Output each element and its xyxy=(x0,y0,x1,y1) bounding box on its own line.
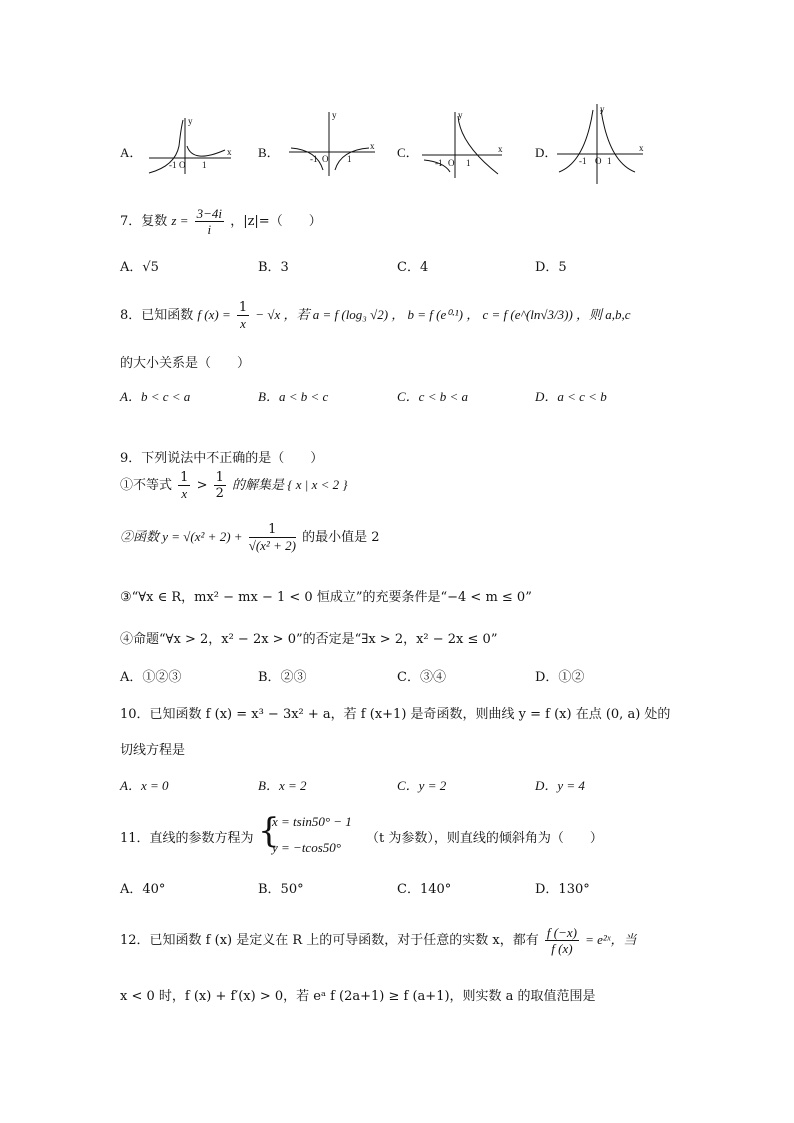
q9-s2-frac xyxy=(249,522,296,553)
graph-b-y: y xyxy=(332,110,337,120)
graph-b-tick-o: O xyxy=(322,154,329,164)
q8-option-d: D．a < c < b xyxy=(535,389,607,404)
q9-s2-post: 的最小值是 2 xyxy=(302,530,380,545)
q7-option-d: D．5 xyxy=(535,260,567,275)
q12-fraction xyxy=(545,925,579,956)
graph-a-x: x xyxy=(227,147,232,157)
graph-b-tick-1: 1 xyxy=(347,154,352,164)
q11-eq2: y = −tcos50° xyxy=(272,840,341,855)
q10-line2: 切线方程是 xyxy=(120,743,186,758)
graph-b xyxy=(285,110,380,178)
q7-option-b: B．3 xyxy=(258,260,289,275)
q7-num: 3−4i xyxy=(196,206,223,221)
graph-d-x: x xyxy=(639,143,644,153)
q7-option-a: A．√5 xyxy=(120,260,159,275)
q11-option-b: B．50° xyxy=(258,882,304,897)
graph-a xyxy=(145,116,235,176)
q9-statement-1 xyxy=(120,470,348,501)
graph-c-tick-neg1: -1 xyxy=(435,158,443,168)
q9-s2-den: √(x² + 2) xyxy=(248,538,296,553)
q7-z: z = xyxy=(171,213,189,228)
q7-den: i xyxy=(207,222,212,237)
q9-s1-post: 的解集是 { x | x < 2 } xyxy=(232,477,348,492)
graph-c-y: y xyxy=(458,110,463,120)
q12-line2: x < 0 时，f (x) + f′(x) > 0，若 eᵃ f (2a+1) ≥ f (a+1)，则实数 a 的取值范围是 xyxy=(120,989,596,1004)
q8-intro: 8．已知函数 xyxy=(120,308,194,323)
q9-option-a: A．①②③ xyxy=(120,670,182,685)
q11-pre: 11．直线的参数方程为 xyxy=(120,831,254,846)
q8-den: x xyxy=(240,316,246,331)
q10-option-a: A．x = 0 xyxy=(120,778,169,793)
graph-c-tick-1: 1 xyxy=(466,158,471,168)
graph-d-y: y xyxy=(600,104,605,114)
q11-eq1: x = tsin50° − 1 xyxy=(272,814,352,829)
q9-s1-frac2 xyxy=(214,470,226,501)
q8-num: 1 xyxy=(238,300,248,315)
q11-post: （t 为参数），则直线的倾斜角为（ ） xyxy=(366,831,603,846)
graph-d-tick-neg1: -1 xyxy=(579,156,587,166)
option-c-label: C． xyxy=(397,145,419,160)
q8-option-c: C．c < b < a xyxy=(397,389,468,404)
q12-pre: 12．已知函数 f (x) 是定义在 R 上的可导函数，对于任意的实数 x，都有 xyxy=(120,933,539,948)
option-d-label: D． xyxy=(535,145,558,160)
q8-option-a: A．b < c < a xyxy=(120,389,191,404)
q8-fraction xyxy=(237,300,249,331)
q9-s2-pre: ②函数 y = √(x² + 2) + xyxy=(120,529,243,544)
graph-b-tick-neg1: -1 xyxy=(310,154,318,164)
q8-func: f (x) = xyxy=(197,307,231,322)
q9-s1-den1: x xyxy=(181,486,188,501)
q9-s1-num1: 1 xyxy=(180,470,189,485)
graph-a-y: y xyxy=(188,116,193,126)
q7-option-c: C．4 xyxy=(397,260,429,275)
graph-b-x: x xyxy=(370,141,375,151)
q9-statement-2 xyxy=(120,522,379,553)
q11-option-c: C．140° xyxy=(397,882,452,897)
graph-a-tick-neg1: -1 xyxy=(169,160,177,170)
q10-option-d: D．y = 4 xyxy=(535,778,585,793)
option-b-label: B． xyxy=(258,145,280,160)
graph-c-x: x xyxy=(498,144,503,154)
q9-s1-frac1 xyxy=(178,470,190,501)
option-a-label: A． xyxy=(120,145,143,160)
q12-num: f (−x) xyxy=(546,925,577,940)
q7-suffix: ，|z|=（ ） xyxy=(230,214,322,229)
q9-statement-3: ③“∀x ∈ R，mx² − mx − 1 < 0 恒成立”的充要条件是“−4 < m ≤ 0” xyxy=(120,590,532,605)
q12-den: f (x) xyxy=(551,941,573,956)
graph-d-tick-1: 1 xyxy=(607,156,612,166)
q8-rest: − √x ，若 a = f (log₃ √2) ， b = f (e⁰·¹) ， c = f (e^(ln√3/3)) ，则 a,b,c xyxy=(255,307,631,322)
q8-line2: 的大小关系是（ ） xyxy=(120,356,251,371)
q9-s1-den2: 2 xyxy=(215,486,224,501)
q9-option-d: D．①② xyxy=(535,670,585,685)
q10-line1: 10．已知函数 f (x) = x³ − 3x² + a，若 f (x+1) 是奇函数，则曲线 y = f (x) 在点 (0, a) 处的 xyxy=(120,707,671,722)
q9-option-b: B．②③ xyxy=(258,670,307,685)
q11-option-a: A．40° xyxy=(120,882,166,897)
q8-option-b: B．a < b < c xyxy=(258,389,329,404)
q11-option-d: D．130° xyxy=(535,882,590,897)
q10-option-b: B．x = 2 xyxy=(258,778,307,793)
q9-statement-4: ④命题“∀x > 2，x² − 2x > 0”的否定是“∃x > 2，x² − 2x ≤ 0” xyxy=(120,632,498,647)
q10-option-c: C．y = 2 xyxy=(397,778,447,793)
graph-c-tick-o: O xyxy=(448,158,455,168)
q9-s1-num2: 1 xyxy=(215,470,224,485)
graph-d xyxy=(555,102,650,186)
graph-a-tick-o: O xyxy=(179,160,186,170)
q9-s1-pre: ①不等式 xyxy=(120,478,173,493)
q7-fraction xyxy=(195,206,224,237)
q9-title: 9．下列说法中不正确的是（ ） xyxy=(120,451,324,466)
graph-d-tick-o: O xyxy=(595,156,602,166)
q11-brace: { xyxy=(258,811,280,851)
q9-option-c: C．③④ xyxy=(397,670,446,685)
graph-a-tick-1: 1 xyxy=(202,160,207,170)
q12-post: = e²ˣ，当 xyxy=(585,932,637,947)
q9-s2-num: 1 xyxy=(249,522,296,538)
q9-s1-mid: > xyxy=(196,478,212,493)
q7-prefix: 7．复数 xyxy=(120,214,168,229)
graph-c xyxy=(420,110,510,180)
